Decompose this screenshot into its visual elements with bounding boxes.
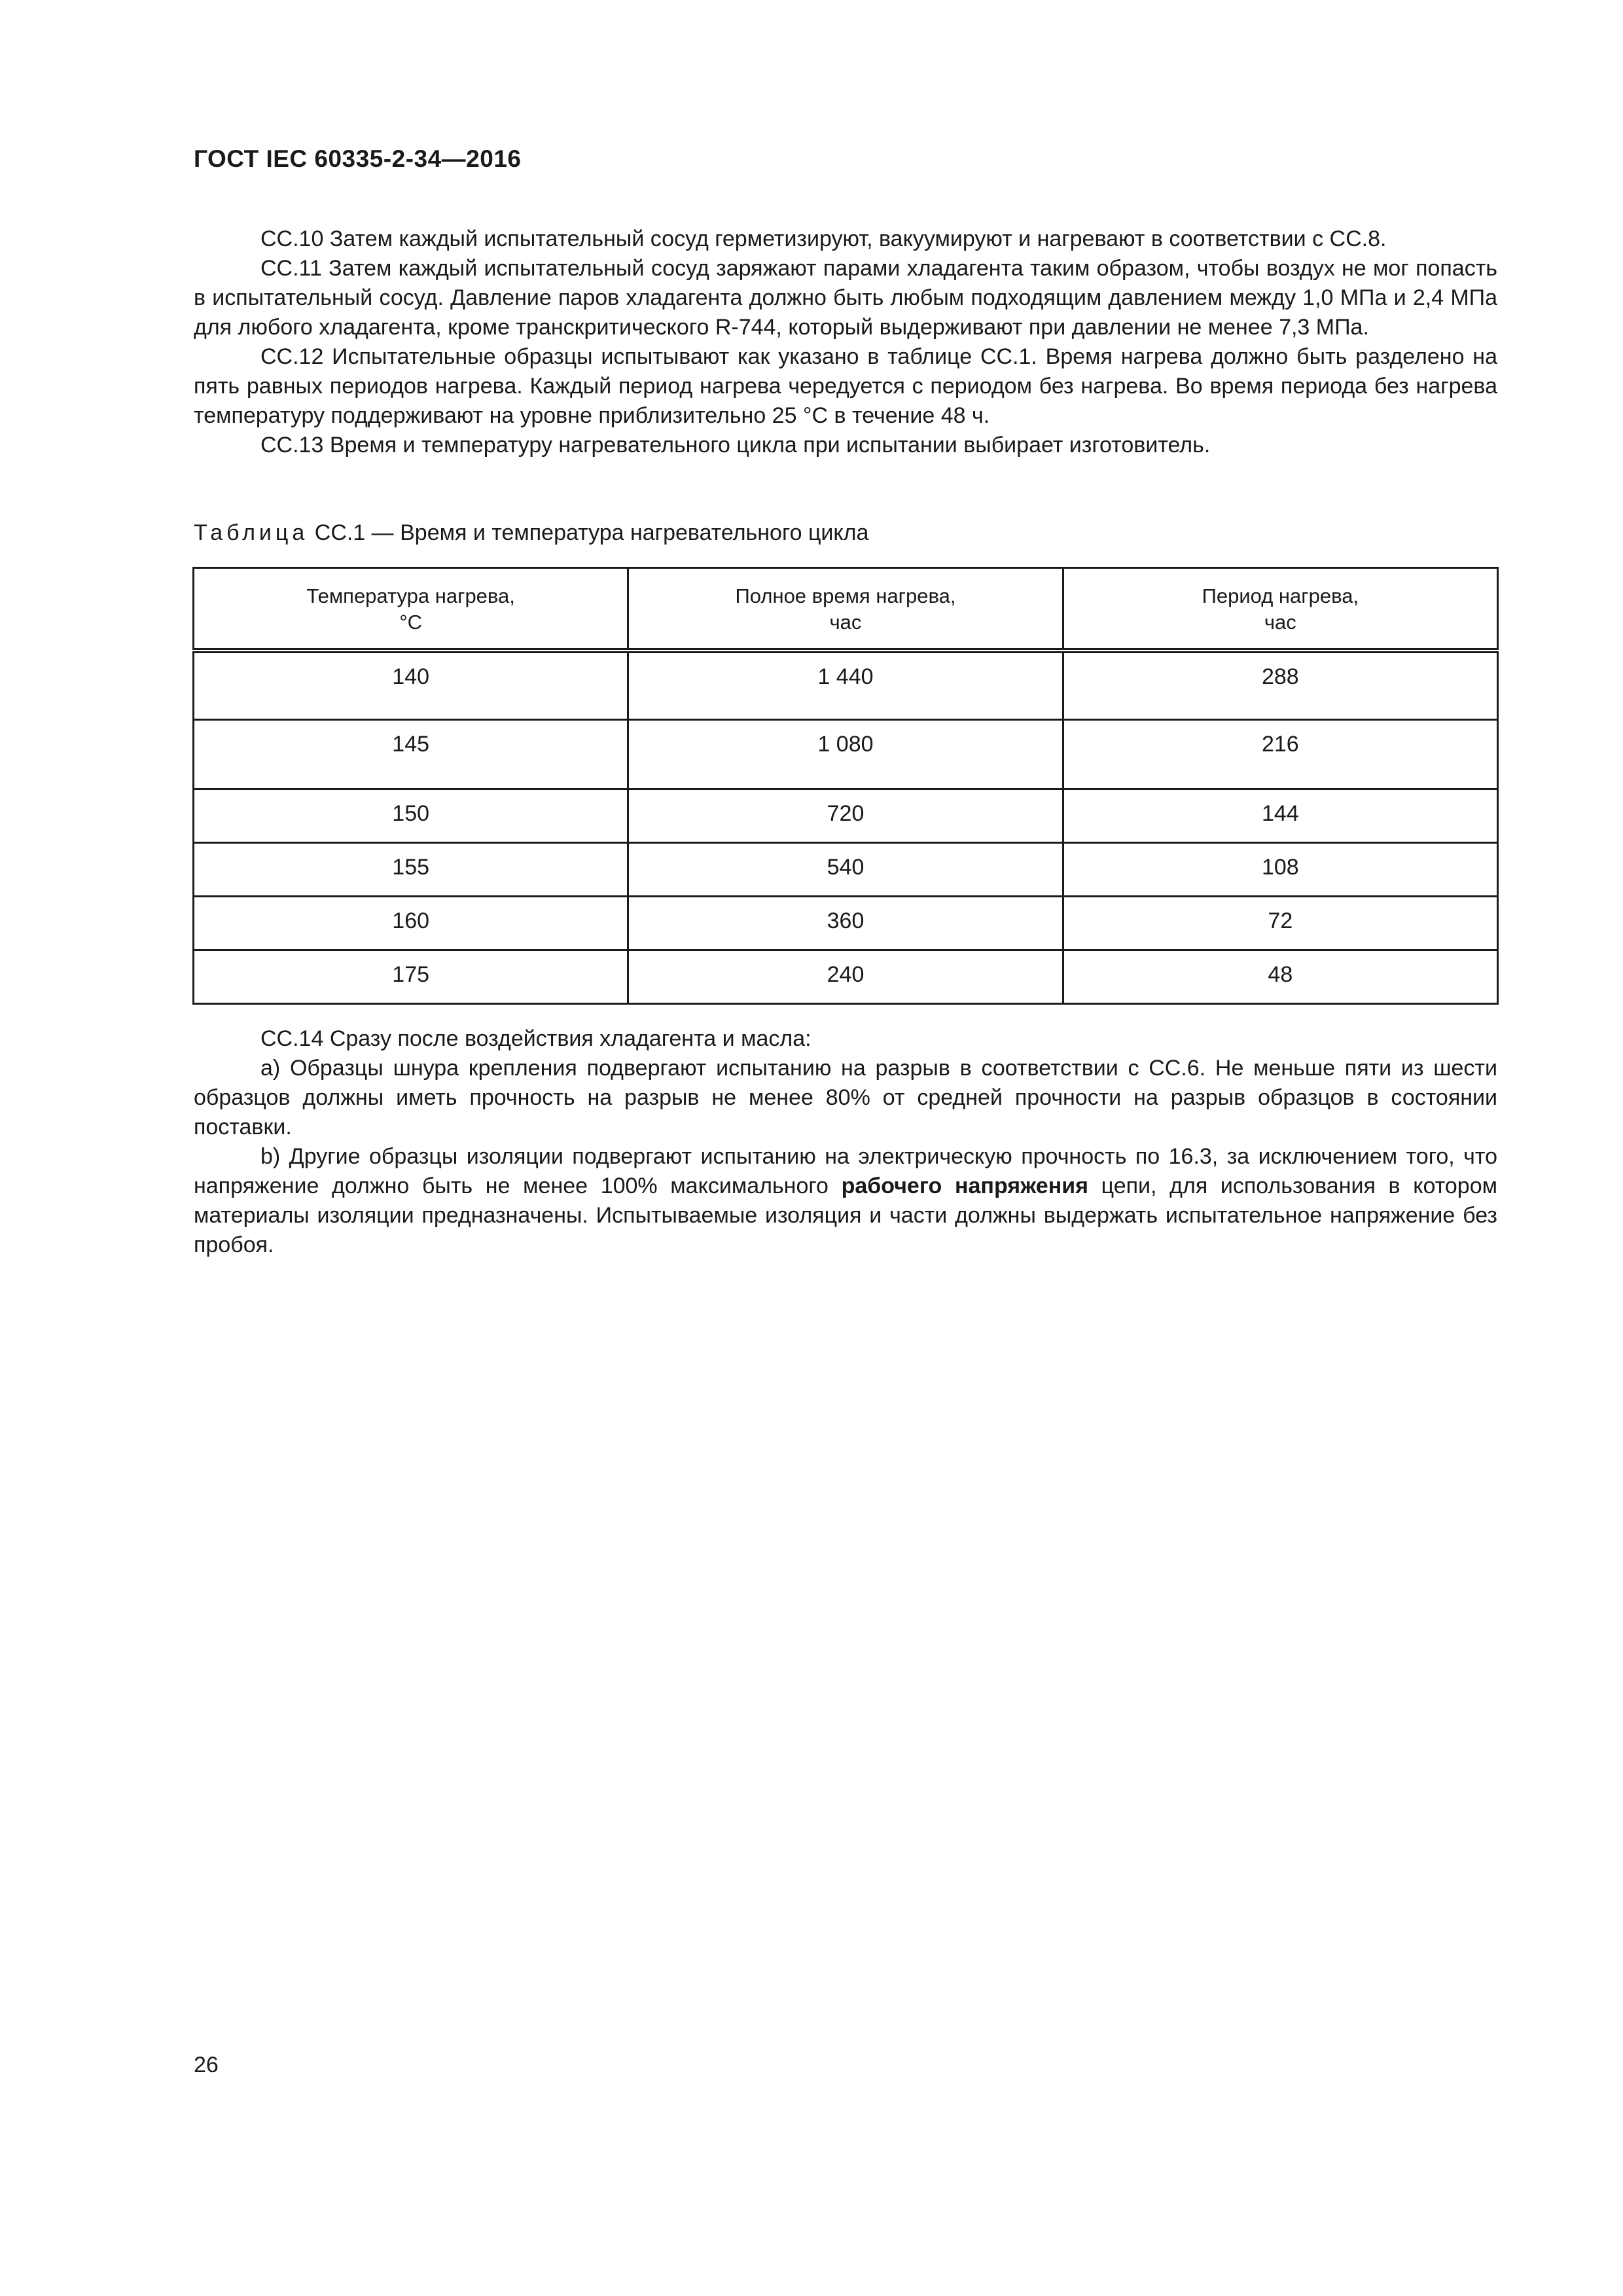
- clause-cc12: СС.12 Испытательные образцы испытывают как указано в таблице СС.1. Время нагрева должно быть разделено на пять равных периодов нагрева. Каждый период нагрева чередуется с периодом без нагрева. Во время периода без нагрева температуру поддерживают на уровне приблизительно 25 °С в течение 48 ч.: [194, 344, 1497, 428]
- clause-cc14: СС.14 Сразу после воздействия хладагента и масла:: [260, 1026, 812, 1051]
- table-row: [194, 720, 1498, 789]
- item-b-text-after: цепи, для использования в котором материалы изоляции предназначены. Испытываемые изоляция и части должны выдержать испытательное напряжение без пробоя.: [194, 1174, 1497, 1257]
- header-total-time: [628, 568, 1063, 651]
- clause-cc11: СС.11 Затем каждый испытательный сосуд заряжают парами хладагента таким образом, чтобы воздух не мог попасть в испытательный сосуд. Давление паров хладагента должно быть любым подходящим давлением между 1,0 МПа и 2,4 МПа для любого хладагента, кроме транскритического R-744, который выдерживают при давлении не менее 7,3 МПа.: [194, 256, 1497, 340]
- table-cell: 160: [194, 897, 628, 950]
- table-cell: 1 080: [628, 720, 1063, 789]
- table-cell: 540: [628, 843, 1063, 897]
- table-cell: 108: [1063, 843, 1497, 897]
- header-period: [1063, 568, 1497, 651]
- heating-cycle-table: [192, 567, 1499, 1005]
- table-cell: 48: [1063, 950, 1497, 1004]
- table-caption: [194, 518, 868, 548]
- clauses-bottom: [194, 1024, 1497, 1260]
- header-temperature: [194, 568, 628, 651]
- table-cell: 1 440: [628, 651, 1063, 720]
- table-cell: 155: [194, 843, 628, 897]
- clause-cc14-item-a: a) Образцы шнура крепления подвергают испытанию на разрыв в соответствии с СС.6. Не меньше пяти из шести образцов должны иметь прочность на разрыв не менее 80% от средней прочности на разрыв образцов в состоянии поставки.: [194, 1056, 1497, 1139]
- item-b-text-before: b) Другие образцы изоляции подвергают испытанию на электрическую прочность по 16.3, за исключением того, что напряжение должно быть не менее 100% максимального: [194, 1144, 1497, 1198]
- table-cell: 150: [194, 789, 628, 843]
- clause-cc13: СС.13 Время и температуру нагревательного цикла при испытании выбирает изготовитель.: [260, 433, 1211, 457]
- table-row: [194, 789, 1498, 843]
- table-caption-label: Таблица: [194, 520, 309, 545]
- header-period-line1: Период нагрева,: [1202, 584, 1359, 607]
- clause-cc14-item-b: [194, 1142, 1497, 1260]
- table-cell: 360: [628, 897, 1063, 950]
- table-cell: 720: [628, 789, 1063, 843]
- table-cell: 288: [1063, 651, 1497, 720]
- header-temperature-line1: Температура нагрева,: [306, 584, 515, 607]
- table-header-row: [194, 568, 1498, 651]
- table-cell: 175: [194, 950, 628, 1004]
- header-temperature-line2: °С: [399, 611, 423, 634]
- table-caption-text: СС.1 — Время и температура нагревательного цикла: [314, 520, 869, 545]
- table-cell: 145: [194, 720, 628, 789]
- document-header: ГОСТ IEC 60335-2-34—2016: [194, 145, 522, 172]
- clauses-top: [194, 224, 1497, 460]
- table-cell: 240: [628, 950, 1063, 1004]
- table-row: [194, 843, 1498, 897]
- table-cell: 140: [194, 651, 628, 720]
- header-total-time-line1: Полное время нагрева,: [735, 584, 956, 607]
- table-cell: 144: [1063, 789, 1497, 843]
- item-b-term-working-voltage: рабочего напряжения: [841, 1174, 1088, 1198]
- table-row: [194, 651, 1498, 720]
- table-row: [194, 897, 1498, 950]
- header-total-time-line2: час: [829, 611, 862, 634]
- page-number: 26: [194, 2053, 219, 2077]
- header-period-line2: час: [1264, 611, 1296, 634]
- clause-cc10: СС.10 Затем каждый испытательный сосуд герметизируют, вакуумируют и нагревают в соответствии с СС.8.: [260, 226, 1387, 251]
- table-row: [194, 950, 1498, 1004]
- table-cell: 72: [1063, 897, 1497, 950]
- table-cell: 216: [1063, 720, 1497, 789]
